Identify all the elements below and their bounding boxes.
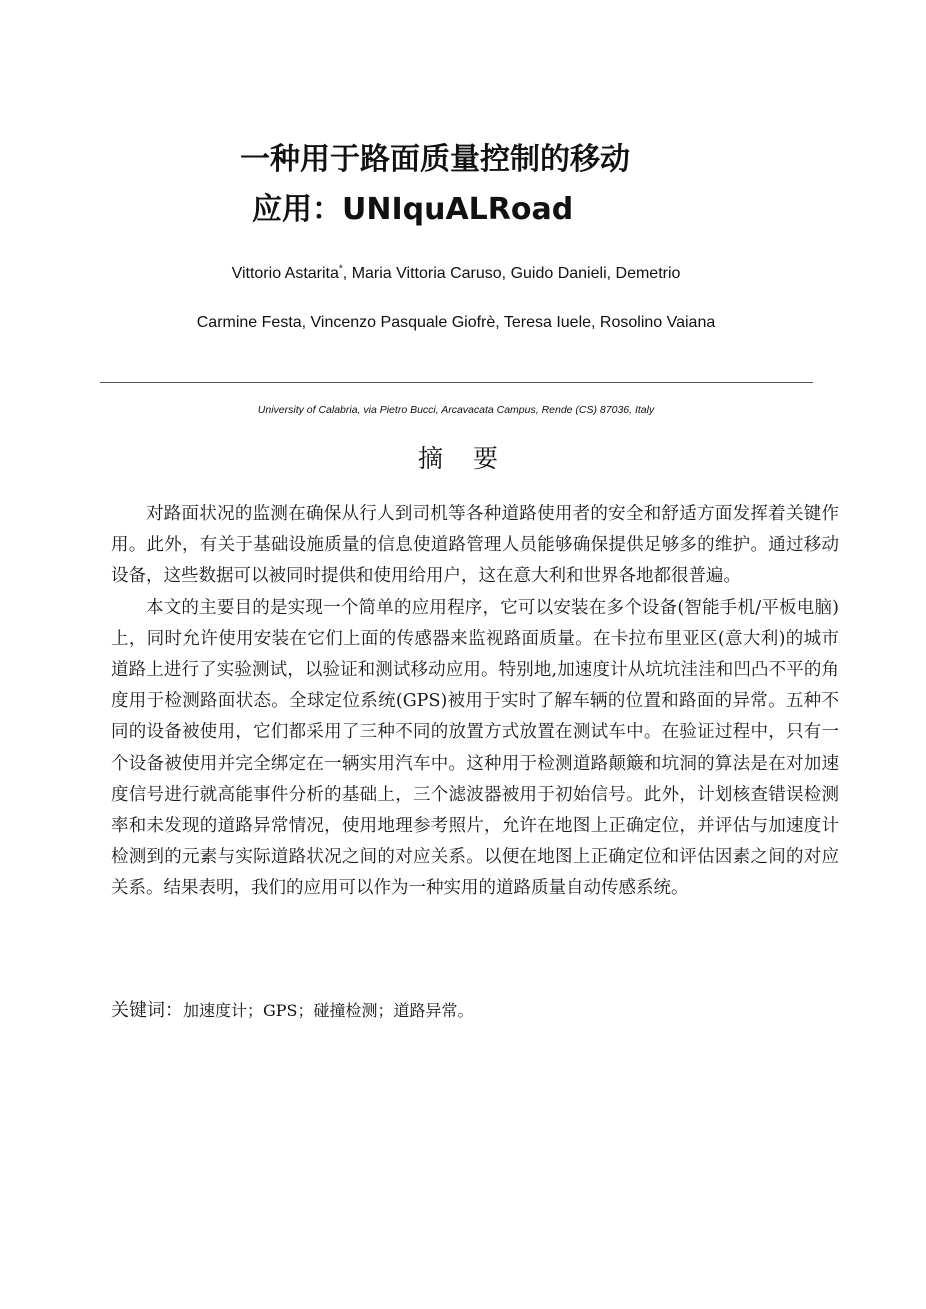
abstract-body bbox=[111, 499, 839, 905]
authors-line-2: Carmine Festa, Vincenzo Pasquale Giofrè, Teresa Iuele, Rosolino Vaiana bbox=[196, 314, 716, 331]
paper-title-line-2: 应用：UNIquALRoad bbox=[252, 192, 574, 227]
affiliation: University of Calabria, via Pietro Bucci, Arcavacata Campus, Rende (CS) 87036, Italy bbox=[257, 404, 655, 416]
author-first: Vittorio Astarita bbox=[231, 265, 339, 282]
authors-line-1 bbox=[0, 263, 919, 285]
keywords-label: 关键词： bbox=[111, 1000, 183, 1021]
abstract-paragraph-1: 对路面状况的监测在确保从行人到司机等各种道路使用者的安全和舒适方面发挥着关键作用。此外，有关于基础设施质量的信息使道路管理人员能够确保提供足够多的维护。通过移动设备，这些数据可以被同时提供和使用给用户，这在意大利和世界各地都很普遍。 bbox=[111, 504, 839, 587]
keywords bbox=[111, 997, 474, 1025]
header-divider bbox=[100, 382, 813, 383]
authors-rest: , Maria Vittoria Caruso, Guido Danieli, Demetrio bbox=[342, 265, 681, 282]
keywords-text: 加速度计；GPS；碰撞检测；道路异常。 bbox=[183, 1001, 474, 1020]
paper-title-line-1: 一种用于路面质量控制的移动 bbox=[240, 142, 630, 177]
corresponding-author-mark: * bbox=[338, 263, 343, 275]
abstract-heading: 摘要 bbox=[417, 444, 528, 473]
abstract-paragraph-2: 本文的主要目的是实现一个简单的应用程序，它可以安装在多个设备(智能手机/平板电脑)上，同时允许使用安装在它们上面的传感器来监视路面质量。在卡拉布里亚区(意大利)的城市道路上进行了实验测试，以验证和测试移动应用。特别地,加速度计从坑坑洼洼和凹凸不平的角度用于检测路面状态。全球定位系统(GPS)被用于实时了解车辆的位置和路面的异常。五种不同的设备被使用，它们都采用了三种不同的放置方式放置在测试车中。在验证过程中，只有一个设备被使用并完全绑定在一辆实用汽车中。这种用于检测道路颠簸和坑洞的算法是在对加速度信号进行就高能事件分析的基础上，三个滤波器被用于初始信号。此外，计划核查错误检测率和未发现的道路异常情况，使用地理参考照片，允许在地图上正确定位，并评估与加速度计检测到的元素与实际道路状况之间的对应关系。以便在地图上正确定位和评估因素之间的对应关系。结果表明，我们的应用可以作为一种实用的道路质量自动传感系统。 bbox=[111, 597, 839, 899]
